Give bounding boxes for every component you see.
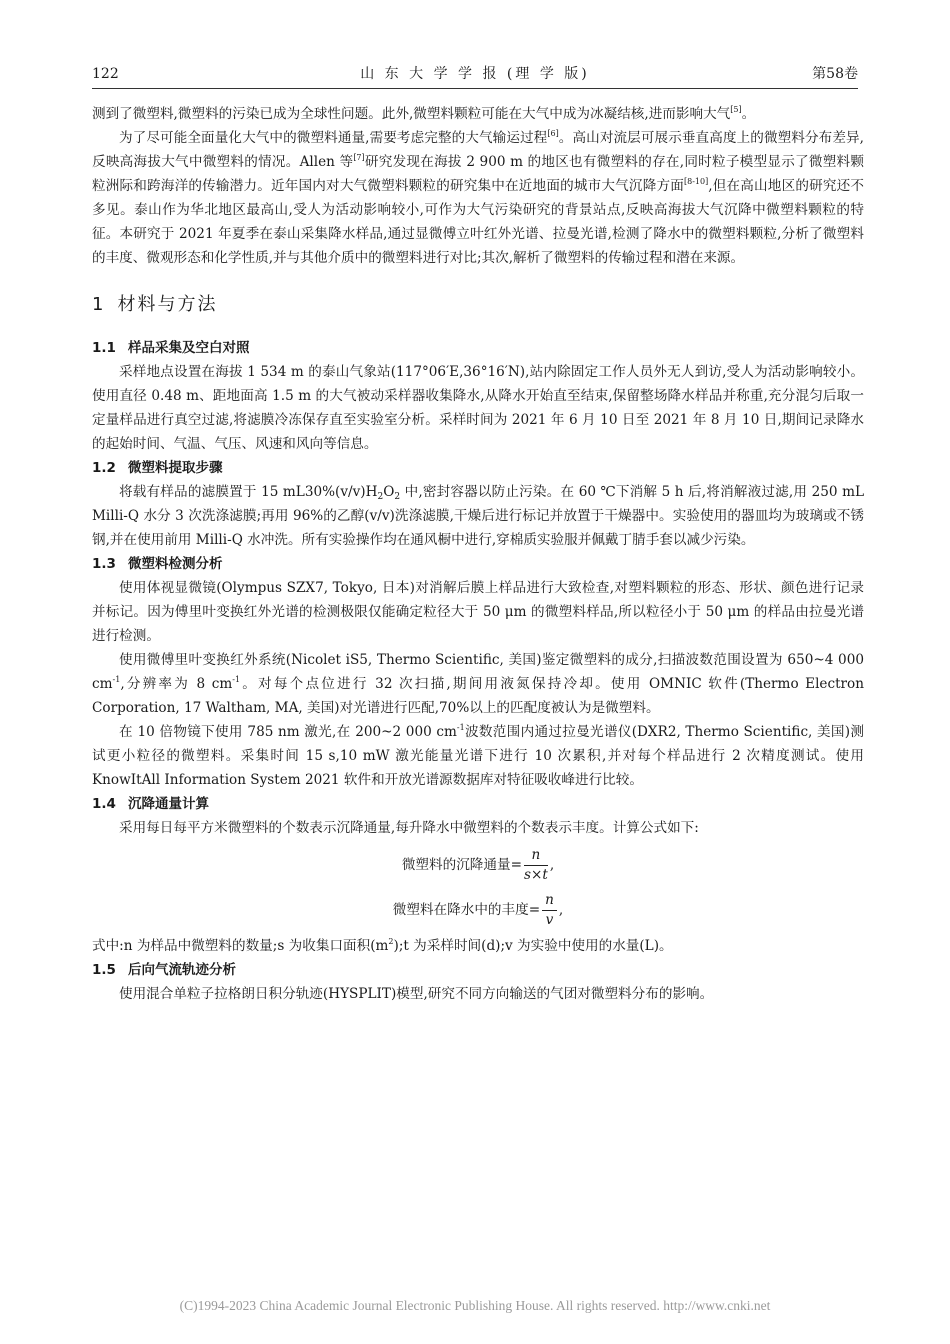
paragraph-microscopy: 使用体视显微镜(Olympus SZX7, Tokyo, 日本)对消解后膜上样品进行大致检查,对塑料颗粒的形态、形状、颜色进行记录并标记。因为傅里叶变换红外光谱的检测极限仅能确定粒径大于 50 μm 的微塑料样品,所以粒径小于 50 μm 的样品由拉曼光谱进行检测。 — [92, 580, 864, 644]
fraction: $\frac{n}{v}$ — [542, 891, 557, 930]
page-number: 122 — [92, 66, 119, 82]
intro-paragraph-2: 为了尽可能全面量化大气中的微塑料通量,需要考虑完整的大气输运过程[6]。高山对流层可展示垂直高度上的微塑料分布差异,反映高海拔大气中微塑料的情况。Allen 等[7]研究发现在海拔 2 900 m 的地区也有微塑料的存在,同时粒子模型显示了微塑料颗粒洲际和跨海洋的传输潜力。近年国内对大气微塑料颗粒的研究集中在近地面的城市大气沉降方面[8-10],但在高山地区的研究还不多见。泰山作为华北地区最高山,受人为活动影响较小,可作为大气污染研究的背景站点,反映高海拔大气沉降中微塑料颗粒的特征。本研究于 2021 年夏季在泰山采集降水样品,通过显微傅立叶红外光谱、拉曼光谱,检测了降水中的微塑料颗粒,分析了微塑料的丰度、微观形态和化学性质,并与其他介质中的微塑料进行对比;其次,解析了微塑料的传输过程和潜在来源。 — [92, 129, 864, 266]
citation: [8-10] — [684, 177, 709, 186]
paragraph-sampling: 采样地点设置在海拔 1 534 m 的泰山气象站(117°06′E,36°16′N),站内除固定工作人员外无人到访,受人为活动影响较小。使用直径 0.48 m、距地面高 1.5 m 的大气被动采样器收集降水,从降水开始直至结束,保留整场降水样品并称重,充分混匀后取一定量样品进行真空过滤,将滤膜冷冻保存直至实验室分析。采样时间为 2021 年 6 月 10 日至 2021 年 8 月 10 日,期间记录降水的起始时间、气温、气压、风速和风向等信息。 — [92, 364, 864, 452]
volume-label: 第58卷 — [812, 66, 858, 82]
article-body — [92, 102, 864, 1006]
section-heading-1 — [92, 290, 864, 320]
running-header — [92, 62, 858, 86]
paragraph-flux: 采用每日每平方米微塑料的个数表示沉降通量,每升降水中微塑料的个数表示丰度。计算公式如下: — [119, 820, 699, 836]
copyright-footer: (C)1994-2023 China Academic Journal Electronic Publishing House. All rights reserved. http://www.cnki.net — [179, 1298, 771, 1313]
formula-deposition-flux: 微塑料的沉降通量= $\frac{n}{s\times t}$ , — [401, 847, 555, 883]
paragraph-variable-definitions: 式中:n 为样品中微塑料的数量;s 为收集口面积$(m^2);t$ 为采样时间(d);v 为实验中使用的水量(L)。 — [92, 937, 673, 954]
section-number: 1 — [92, 294, 104, 315]
paragraph-ftir: 使用微傅里叶变换红外系统(Nicolet iS5, Thermo Scientific, 美国)鉴定微塑料的成分,扫描波数范围设置为 650~4 000 $cm^{-1}$,分辨率为 8 $cm^{-1}$。对每个点位进行 32 次扫描,期间用液氮保持冷却。使用 OMNIC 软件(Thermo Electron Corporation, 17 Waltham, MA, 美国)对光谱进行匹配,70%以上的匹配度被认为是微塑料。 — [92, 652, 864, 716]
subsection-heading-1-2: 1.2 微塑料提取步骤 — [92, 460, 223, 476]
header-rule — [92, 88, 858, 89]
section-title: 材料与方法 — [117, 294, 218, 315]
citation: [5] — [730, 105, 742, 114]
intro-paragraph-1: 测到了微塑料,微塑料的污染已成为全球性问题。此外,微塑料颗粒可能在大气中成为冰凝结核,进而影响大气[5]。 — [92, 105, 756, 122]
subsection-heading-1-5: 1.5 后向气流轨迹分析 — [92, 962, 236, 978]
subsection-heading-1-1: 1.1 样品采集及空白对照 — [92, 340, 250, 356]
journal-title: 山 东 大 学 学 报 (理 学 版) — [360, 66, 590, 82]
fraction: $\frac{n}{s\times t}$ — [523, 847, 548, 883]
citation: [7] — [353, 153, 365, 162]
paragraph-extraction: 将载有样品的滤膜置于 15 $mL30\%(v/v)H_2O_2$ 中,密封容器以防止污染。在 60 ℃下消解 5 h 后,将消解液过滤,用 250 mL Milli-Q 水分 3 次洗涤滤膜;再用 96%的乙醇(v/v)洗涤滤膜,干燥后进行标记并放置于干燥器中。实验使用的器皿均为玻璃或不锈钢,并在使用前用 Milli-Q 水冲洗。所有实验操作均在通风橱中进行,穿棉质实验服并佩戴丁腈手套以减少污染。 — [92, 484, 864, 548]
paragraph-raman: 在 10 倍物镜下使用 785 nm 激光,在 200~2 000 $cm^{-1}$波数范围内通过拉曼光谱仪(DXR2, Thermo Scientific, 美国)测试更小粒径的微塑料。采集时间 15 s,10 mW 激光能量光谱下进行 10 次累积,并对每个样品进行 2 次精度测试。使用 KnowItAll Information System 2021 软件和开放光谱源数据库对特征吸收峰进行比较。 — [92, 723, 864, 788]
paragraph-hysplit: 使用混合单粒子拉格朗日积分轨迹(HYSPLIT)模型,研究不同方向输送的气团对微塑料分布的影响。 — [119, 986, 714, 1002]
citation: [6] — [547, 129, 559, 138]
formula-abundance: 微塑料在降水中的丰度= $\frac{n}{v}$ , — [392, 892, 564, 928]
subsection-heading-1-4: 1.4 沉降通量计算 — [92, 796, 209, 812]
subsection-heading-1-3: 1.3 微塑料检测分析 — [92, 556, 223, 572]
